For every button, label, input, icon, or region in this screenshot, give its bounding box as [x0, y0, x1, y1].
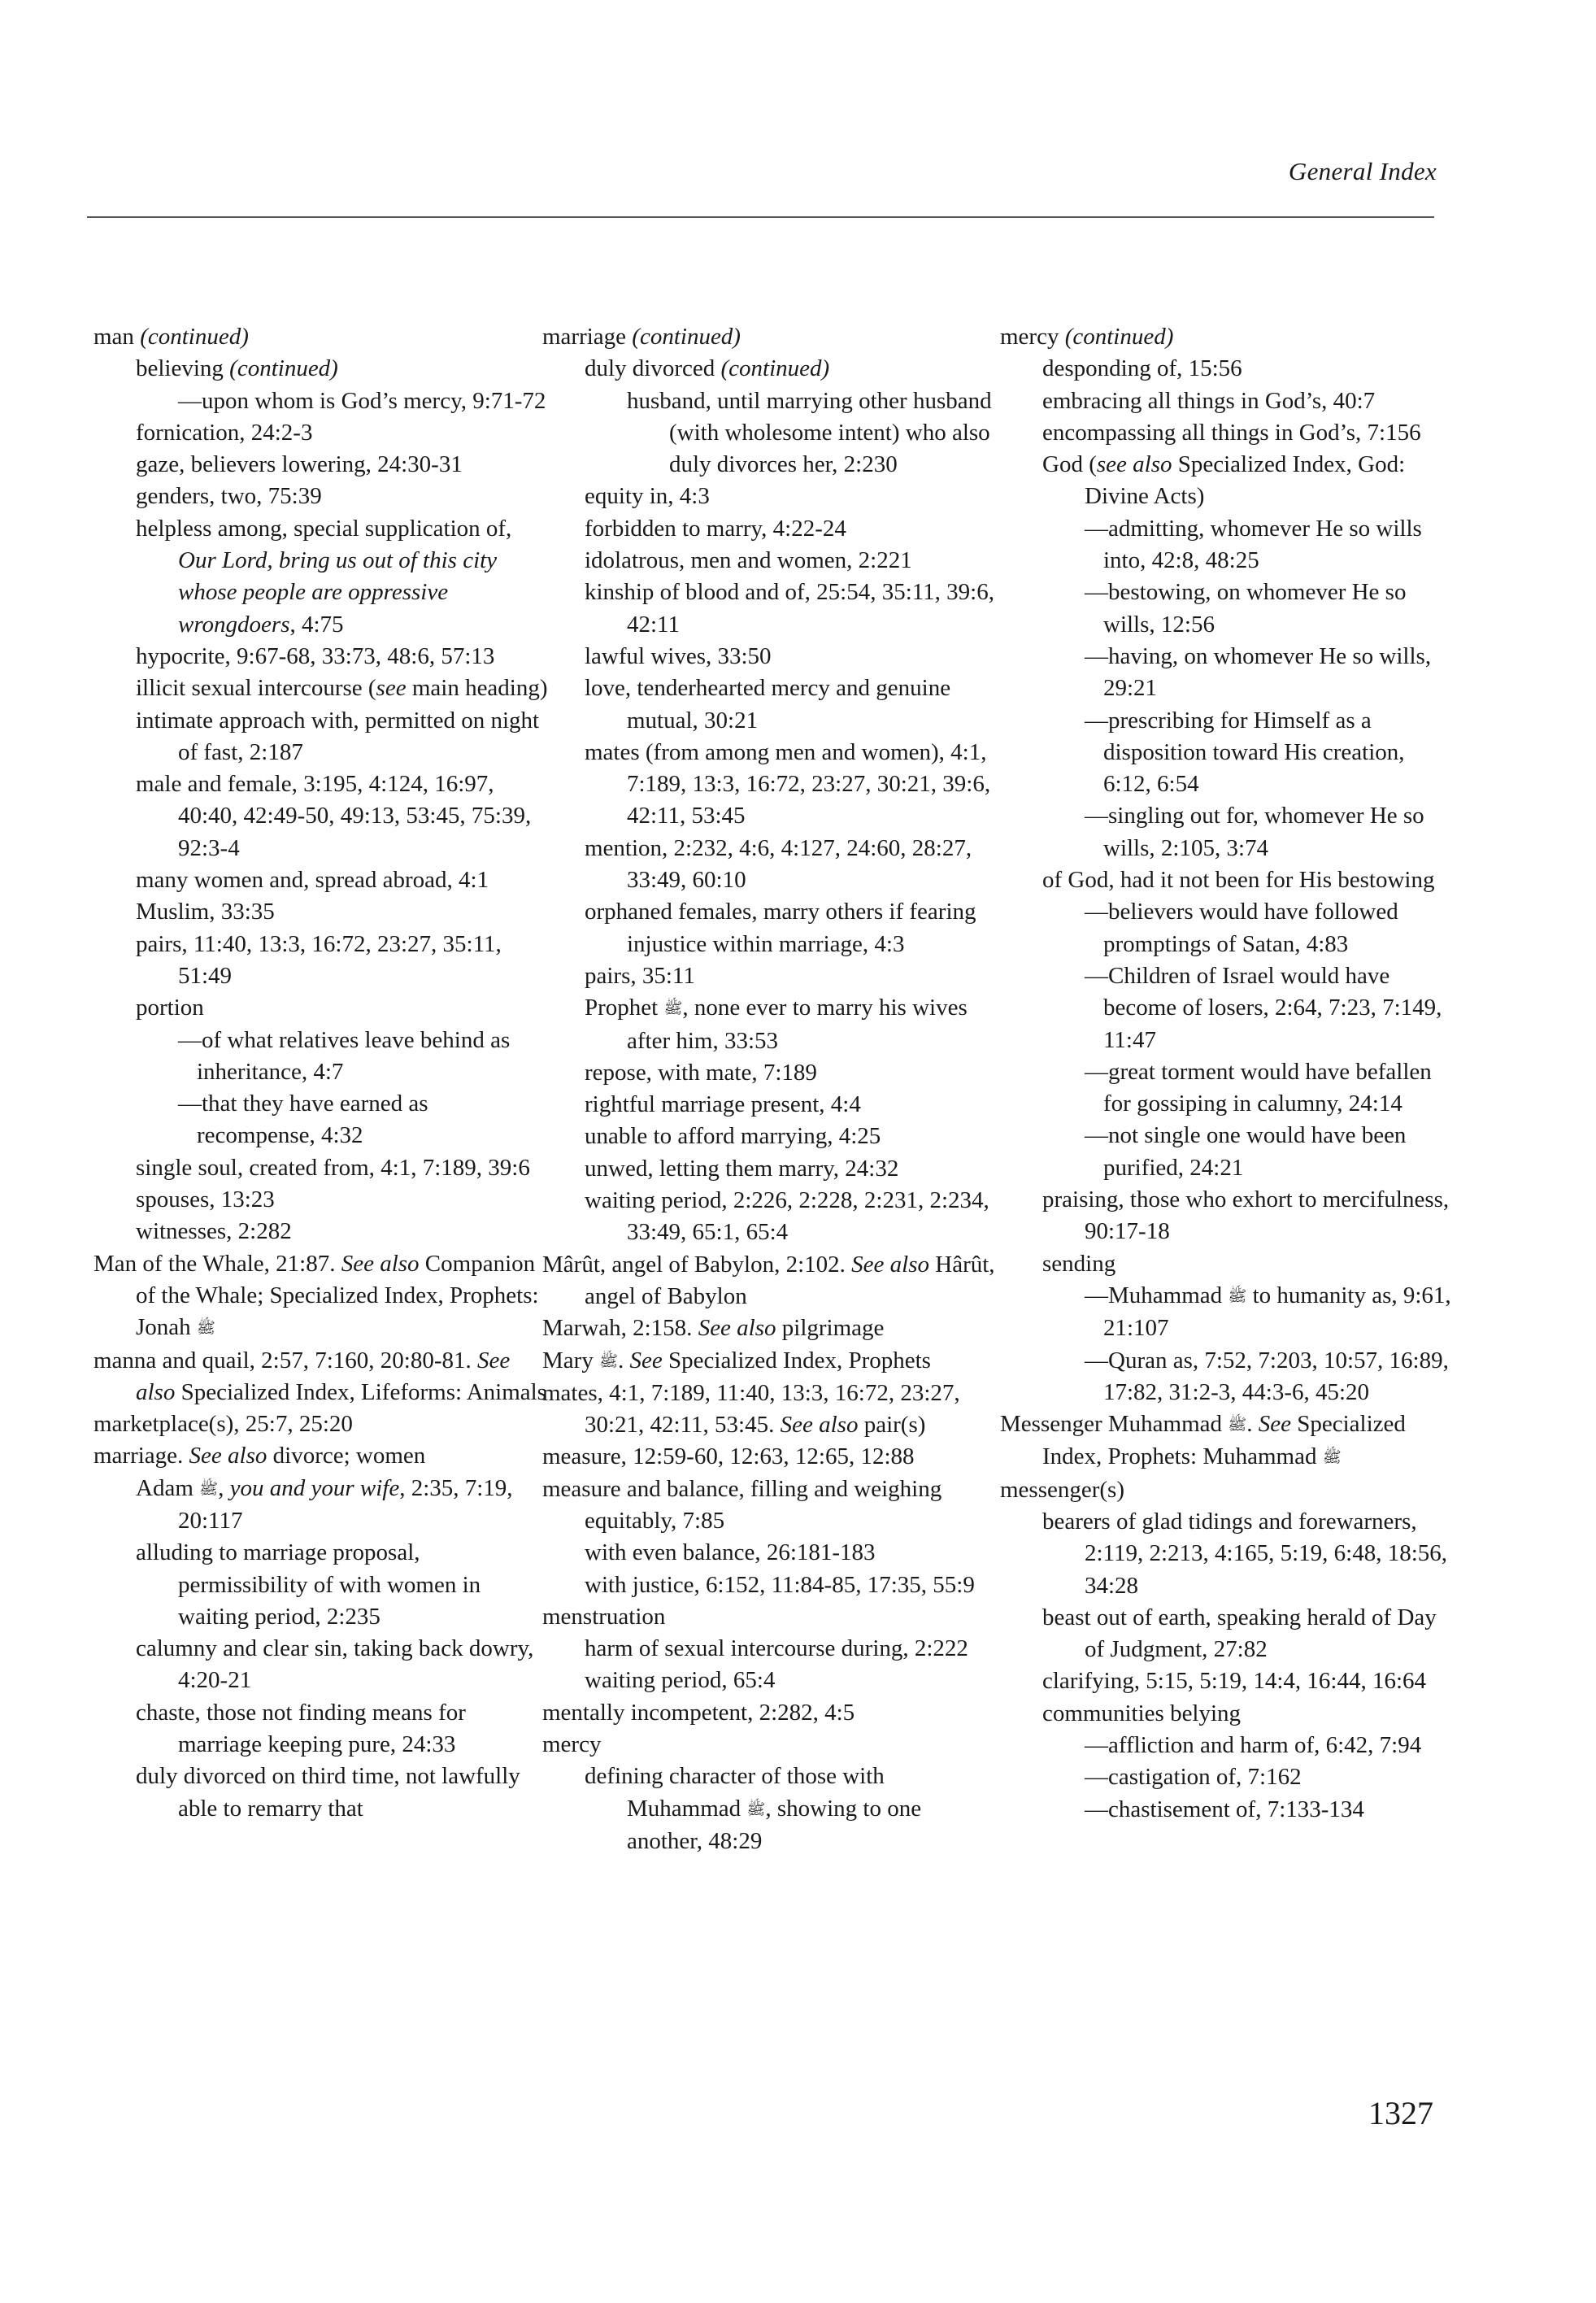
index-entry-text: Mary	[542, 1347, 600, 1374]
index-entry-text: messenger(s)	[1000, 1476, 1125, 1503]
index-entry-text: unable to afford marrying, 4:25	[585, 1123, 881, 1150]
index-entry-text: idolatrous, men and women, 2:221	[585, 547, 912, 574]
index-entry	[1000, 1248, 1455, 1280]
index-entry-text: —having, on whomever He so wills, 29:21	[1085, 642, 1432, 702]
index-entry-text: love, tenderhearted mercy and genuine mutual, 30:21	[585, 675, 951, 734]
index-entry-text: waiting period, 65:4	[585, 1667, 776, 1694]
index-entry	[1000, 1506, 1455, 1602]
index-entry-italic: See also	[136, 1347, 511, 1405]
index-entry-text: Mârût, angel of Babylon, 2:102.	[542, 1251, 852, 1278]
index-entry	[93, 896, 549, 928]
index-entry-text: alluding to marriage proposal, permissibility of with women in waiting period, 2:235	[136, 1539, 481, 1630]
index-entry-text: —bestowing, on whomever He so wills, 12:56	[1085, 579, 1407, 638]
index-entry	[93, 1088, 549, 1152]
index-entry-text: —admitting, whomever He so wills into, 42:8, 48:25	[1085, 515, 1422, 574]
honorific-glyph: ﷺ	[599, 1352, 619, 1370]
index-entry	[542, 1057, 998, 1089]
index-entry	[542, 545, 998, 577]
index-entry-text: , 2:35, 7:19, 20:117	[178, 1474, 513, 1534]
index-entry	[542, 1601, 998, 1633]
index-entry	[542, 1378, 998, 1442]
index-entry	[1000, 1665, 1455, 1697]
index-entry	[1000, 1408, 1455, 1474]
index-entry-text: fornication, 24:2-3	[136, 419, 313, 446]
index-entry-italic: See also	[189, 1443, 267, 1469]
index-entry	[93, 1345, 549, 1409]
index-entry-text: communities belying	[1042, 1700, 1242, 1726]
honorific-glyph: ﷺ	[663, 1000, 683, 1018]
index-entry	[1000, 577, 1455, 641]
index-entry	[93, 353, 549, 385]
index-entry-text: —affliction and harm of, 6:42, 7:94	[1085, 1732, 1422, 1759]
index-entry-text: main heading)	[406, 675, 548, 702]
index-entry-italic: (continued)	[140, 324, 249, 350]
index-entry-text: , showing to one another, 48:29	[627, 1795, 922, 1854]
index-entry-text: Prophet	[585, 995, 664, 1021]
index-entry	[93, 1184, 549, 1216]
index-entry-text: marketplace(s), 25:7, 25:20	[93, 1411, 353, 1438]
index-entry-text: .	[618, 1347, 630, 1374]
index-entry-text: Specialized Index, Prophets: Muhammad	[1042, 1411, 1406, 1470]
index-entry	[93, 768, 549, 864]
index-entry-text: unwed, letting them marry, 24:32	[585, 1155, 899, 1182]
index-entry-text: rightful marriage present, 4:4	[585, 1091, 861, 1118]
index-entry	[542, 737, 998, 833]
index-entry	[542, 1697, 998, 1729]
index-entry	[1000, 449, 1455, 513]
index-entry-text: menstruation	[542, 1603, 666, 1630]
header-rule	[87, 216, 1434, 218]
index-entry-text: , 4:75	[289, 611, 344, 638]
index-entry	[542, 1761, 998, 1857]
index-entry	[93, 321, 549, 353]
honorific-glyph: ﷺ	[1228, 1417, 1247, 1434]
index-entry	[93, 1537, 549, 1633]
index-entry	[1000, 353, 1455, 385]
index-entry-text: clarifying, 5:15, 5:19, 14:4, 16:44, 16:64	[1042, 1668, 1427, 1695]
index-entry	[1000, 513, 1455, 577]
index-entry-text: duly divorced on third time, not lawfully able to remarry that	[136, 1763, 520, 1822]
index-entry-text: single soul, created from, 4:1, 7:189, 39:6	[136, 1154, 530, 1181]
index-entry-text: —singling out for, whomever He so wills, 2:105, 3:74	[1085, 803, 1424, 861]
index-entry	[93, 705, 549, 769]
index-entry	[1000, 1794, 1455, 1826]
index-entry	[542, 385, 998, 481]
index-entry-text: helpless among, special supplication of,	[136, 515, 512, 542]
index-entry	[542, 1474, 998, 1538]
index-entry-italic: See also	[698, 1315, 776, 1342]
index-entry-text: man	[93, 324, 141, 350]
index-entry-text: —Quran as, 7:52, 7:203, 10:57, 16:89, 17:82, 31:2-3, 44:3-6, 45:20	[1085, 1347, 1449, 1405]
index-entry-text: repose, with mate, 7:189	[585, 1059, 817, 1086]
index-entry-text: male and female, 3:195, 4:124, 16:97, 40:40, 42:49-50, 49:13, 53:45, 75:39, 92:3-4	[136, 771, 532, 861]
index-entry	[542, 833, 998, 897]
index-entry-text: chaste, those not finding means for marriage keeping pure, 24:33	[136, 1699, 466, 1758]
index-entry-italic: (continued)	[229, 355, 338, 382]
index-entry-italic: (continued)	[632, 324, 741, 350]
index-entry	[542, 673, 998, 737]
index-entry	[542, 1249, 998, 1313]
index-entry-text: waiting period, 2:226, 2:228, 2:231, 2:234, 33:49, 65:1, 65:4	[585, 1187, 989, 1246]
index-entry-text: harm of sexual intercourse during, 2:222	[585, 1635, 968, 1662]
index-entry	[1000, 960, 1455, 1056]
index-entry	[542, 1537, 998, 1569]
index-entry-text: God (	[1042, 451, 1097, 478]
index-entry	[93, 929, 549, 993]
index-entry-text: Adam	[136, 1474, 200, 1501]
index-entry	[1000, 1730, 1455, 1761]
honorific-glyph: ﷺ	[1322, 1449, 1342, 1467]
index-entry-text: praising, those who exhort to mercifulness, 90:17-18	[1042, 1186, 1450, 1245]
index-entry-text: forbidden to marry, 4:22-24	[585, 515, 846, 542]
honorific-glyph: ﷺ	[196, 1320, 215, 1338]
index-entry	[1000, 864, 1455, 896]
index-entry-text: pairs, 35:11	[585, 962, 695, 989]
index-entry	[93, 1152, 549, 1184]
index-entry	[93, 1216, 549, 1247]
running-head: General Index	[1288, 157, 1437, 185]
index-entry	[93, 1408, 549, 1440]
index-entry-text: mentally incompetent, 2:282, 4:5	[542, 1699, 855, 1726]
index-entry-text: encompassing all things in God’s, 7:156	[1042, 419, 1421, 446]
index-entry	[93, 1025, 549, 1089]
index-entry	[93, 1633, 549, 1697]
index-entry-text: to humanity as, 9:61, 21:107	[1103, 1282, 1451, 1342]
honorific-glyph: ﷺ	[1228, 1287, 1247, 1305]
index-entry-italic: (continued)	[1064, 324, 1174, 350]
index-entry	[93, 1473, 549, 1538]
index-entry	[1000, 896, 1455, 960]
index-entry-text: , none ever to marry his wives after him, 33:53	[627, 995, 968, 1054]
index-entry	[542, 353, 998, 385]
index-entry-text: defining character of those with Muhammad	[585, 1763, 885, 1822]
index-entry	[93, 641, 549, 673]
index-entry	[542, 577, 998, 641]
index-entry	[93, 1697, 549, 1761]
index-entry	[542, 960, 998, 992]
index-entry	[93, 992, 549, 1024]
index-entry-text: —not single one would have been purified, 24:21	[1085, 1122, 1407, 1181]
index-entry	[542, 896, 998, 960]
index-entry-text: manna and quail, 2:57, 7:160, 20:80-81.	[93, 1347, 477, 1374]
index-entry-text: .	[1246, 1411, 1259, 1438]
index-entry	[1000, 1761, 1455, 1793]
index-entry	[542, 1633, 998, 1665]
index-entry-italic: See also	[851, 1251, 930, 1278]
index-entry-text: many women and, spread abroad, 4:1	[136, 867, 489, 894]
index-entry	[93, 481, 549, 512]
index-entry-text: embracing all things in God’s, 40:7	[1042, 387, 1376, 414]
index-entry-text: Specialized Index, Prophets	[662, 1347, 931, 1374]
index-entry	[542, 321, 998, 353]
index-entry-text: mention, 2:232, 4:6, 4:127, 24:60, 28:27, 33:49, 60:10	[585, 834, 972, 894]
index-entry-text: husband, until marrying other husband (with wholesome intent) who also duly divorces her, 2:230	[627, 387, 992, 478]
index-column-2	[542, 321, 998, 1857]
index-entry	[1000, 1184, 1455, 1248]
index-entry-italic: See	[1258, 1411, 1291, 1438]
index-entry-text: portion	[136, 995, 204, 1021]
index-entry	[542, 1121, 998, 1152]
index-entry-text: bearers of glad tidings and forewarners, 2:119, 2:213, 4:165, 5:19, 6:48, 18:56, 34:28	[1042, 1508, 1448, 1599]
index-entry	[93, 513, 549, 641]
index-entry	[542, 641, 998, 673]
index-entry	[542, 481, 998, 512]
index-entry-text: —Children of Israel would have become of losers, 2:64, 7:23, 7:149, 11:47	[1085, 962, 1442, 1053]
index-entry-text: pair(s)	[858, 1412, 926, 1439]
index-entry	[1000, 800, 1455, 864]
index-entry-text: Man of the Whale, 21:87.	[93, 1250, 341, 1277]
index-entry-text: mates (from among men and women), 4:1, 7:189, 13:3, 16:72, 23:27, 30:21, 39:6, 42:11, 53:45	[585, 738, 991, 829]
index-entry	[1000, 705, 1455, 801]
index-entry	[93, 1440, 549, 1472]
index-entry-text: —prescribing for Himself as a disposition toward His creation, 6:12, 6:54	[1085, 707, 1405, 798]
index-entry	[542, 513, 998, 545]
index-entry-text: desponding of, 15:56	[1042, 355, 1242, 382]
index-entry	[542, 1729, 998, 1761]
index-entry-text: divorce; women	[267, 1443, 426, 1469]
index-entry-text: calumny and clear sin, taking back dowry, 4:20-21	[136, 1635, 534, 1694]
index-entry-italic: see also	[1096, 451, 1172, 478]
index-entry-text: —castigation of, 7:162	[1085, 1764, 1302, 1791]
index-entry-text: —believers would have followed promptings of Satan, 4:83	[1085, 899, 1398, 957]
index-entry	[542, 1665, 998, 1696]
index-entry-text: of God, had it not been for His bestowing	[1042, 867, 1435, 894]
index-entry-text: kinship of blood and of, 25:54, 35:11, 39:6, 42:11	[585, 579, 994, 638]
index-entry-text: marriage.	[93, 1443, 189, 1469]
index-entry	[93, 864, 549, 896]
index-entry-text: —upon whom is God’s mercy, 9:71-72	[178, 387, 546, 414]
index-entry	[1000, 1120, 1455, 1184]
index-entry-text: ,	[218, 1474, 230, 1501]
index-entry-italic: you and your wife	[229, 1474, 400, 1501]
index-entry	[542, 1441, 998, 1473]
index-entry	[1000, 385, 1455, 417]
index-entry	[93, 1761, 549, 1825]
index-entry-text: —of what relatives leave behind as inheritance, 4:7	[178, 1026, 511, 1085]
index-entry-text: mates, 4:1, 7:189, 11:40, 13:3, 16:72, 23:27, 30:21, 42:11, 53:45.	[542, 1379, 960, 1439]
index-entry-text: —Muhammad	[1085, 1282, 1229, 1308]
index-entry-text: believing	[136, 355, 230, 382]
index-entry-text: witnesses, 2:282	[136, 1218, 292, 1245]
index-entry-text: with justice, 6:152, 11:84-85, 17:35, 55:9	[585, 1571, 975, 1598]
index-entry	[1000, 1345, 1455, 1409]
index-entry-text: Specialized Index, Lifeforms: Animals	[175, 1378, 546, 1405]
index-entry-text: Messenger Muhammad	[1000, 1411, 1229, 1438]
index-entry-text: measure and balance, filling and weighing equitably, 7:85	[542, 1475, 942, 1534]
index-entry	[1000, 641, 1455, 705]
index-entry-text: pilgrimage	[776, 1315, 885, 1342]
index-entry	[93, 449, 549, 481]
index-entry-text: hypocrite, 9:67-68, 33:73, 48:6, 57:13	[136, 642, 495, 669]
index-entry	[93, 673, 549, 704]
index-entry-text: illicit sexual intercourse (	[136, 675, 376, 702]
index-entry	[1000, 1056, 1455, 1121]
index-entry	[1000, 1602, 1455, 1666]
index-entry-text: mercy	[542, 1731, 602, 1758]
index-entry	[93, 1248, 549, 1345]
index-entry-italic: Our Lord, bring us out of this city whose people are oppressive wrongdoers	[178, 547, 498, 638]
index-entry-italic: see	[376, 675, 407, 702]
index-entry	[542, 1345, 998, 1378]
index-entry-text: genders, two, 75:39	[136, 483, 322, 510]
index-column-3	[1000, 321, 1455, 1826]
index-entry-text: Muslim, 33:35	[136, 899, 275, 925]
index-entry-text: spouses, 13:23	[136, 1186, 275, 1213]
index-entry-text: Companion of the Whale; Specialized Index, Prophets: Jonah	[136, 1250, 539, 1341]
index-entry-text: sending	[1042, 1250, 1116, 1277]
index-entry	[93, 385, 549, 417]
index-entry-text: mercy	[1000, 324, 1065, 350]
index-entry-text: —chastisement of, 7:133-134	[1085, 1796, 1364, 1822]
index-entry-text: —that they have earned as recompense, 4:32	[178, 1091, 428, 1149]
index-entry-text: measure, 12:59-60, 12:63, 12:65, 12:88	[542, 1443, 915, 1470]
index-entry	[542, 1185, 998, 1249]
index-entry-text: duly divorced	[585, 355, 721, 382]
index-entry-text: marriage	[542, 324, 633, 350]
index-entry	[1000, 1698, 1455, 1730]
index-entry-text: Marwah, 2:158.	[542, 1315, 698, 1342]
index-entry-text: lawful wives, 33:50	[585, 642, 772, 669]
index-entry	[542, 1313, 998, 1344]
index-entry	[542, 1153, 998, 1185]
index-entry-text: intimate approach with, permitted on night of fast, 2:187	[136, 707, 540, 765]
index-entry	[1000, 417, 1455, 449]
index-entry-text: equity in, 4:3	[585, 483, 710, 510]
index-entry-italic: See also	[780, 1412, 859, 1439]
index-entry-text: —great torment would have befallen for gossiping in calumny, 24:14	[1085, 1058, 1432, 1117]
index-entry	[542, 992, 998, 1057]
index-entry-text: gaze, believers lowering, 24:30-31	[136, 451, 463, 478]
index-entry	[1000, 321, 1455, 353]
index-entry	[1000, 1280, 1455, 1345]
index-entry	[1000, 1474, 1455, 1506]
index-entry	[93, 417, 549, 449]
index-entry-italic: (continued)	[720, 355, 830, 382]
honorific-glyph: ﷺ	[746, 1800, 766, 1818]
index-entry-text: pairs, 11:40, 13:3, 16:72, 23:27, 35:11, 51:49	[136, 930, 502, 989]
index-entry-italic: See	[629, 1347, 663, 1374]
index-entry-text: with even balance, 26:181-183	[585, 1539, 876, 1566]
honorific-glyph: ﷺ	[199, 1480, 219, 1498]
index-entry	[542, 1569, 998, 1601]
index-entry	[542, 1089, 998, 1121]
page-number: 1327	[1368, 2095, 1433, 2131]
index-entry-text: orphaned females, marry others if fearing injustice within marriage, 4:3	[585, 899, 976, 957]
index-entry-text: Specialized Index, God: Divine Acts)	[1085, 451, 1406, 510]
index-entry-text: Hârût, angel of Babylon	[585, 1251, 995, 1309]
index-entry-italic: See also	[341, 1250, 420, 1277]
index-entry-text: beast out of earth, speaking herald of Day of Judgment, 27:82	[1042, 1604, 1437, 1663]
index-column-1	[93, 321, 549, 1825]
